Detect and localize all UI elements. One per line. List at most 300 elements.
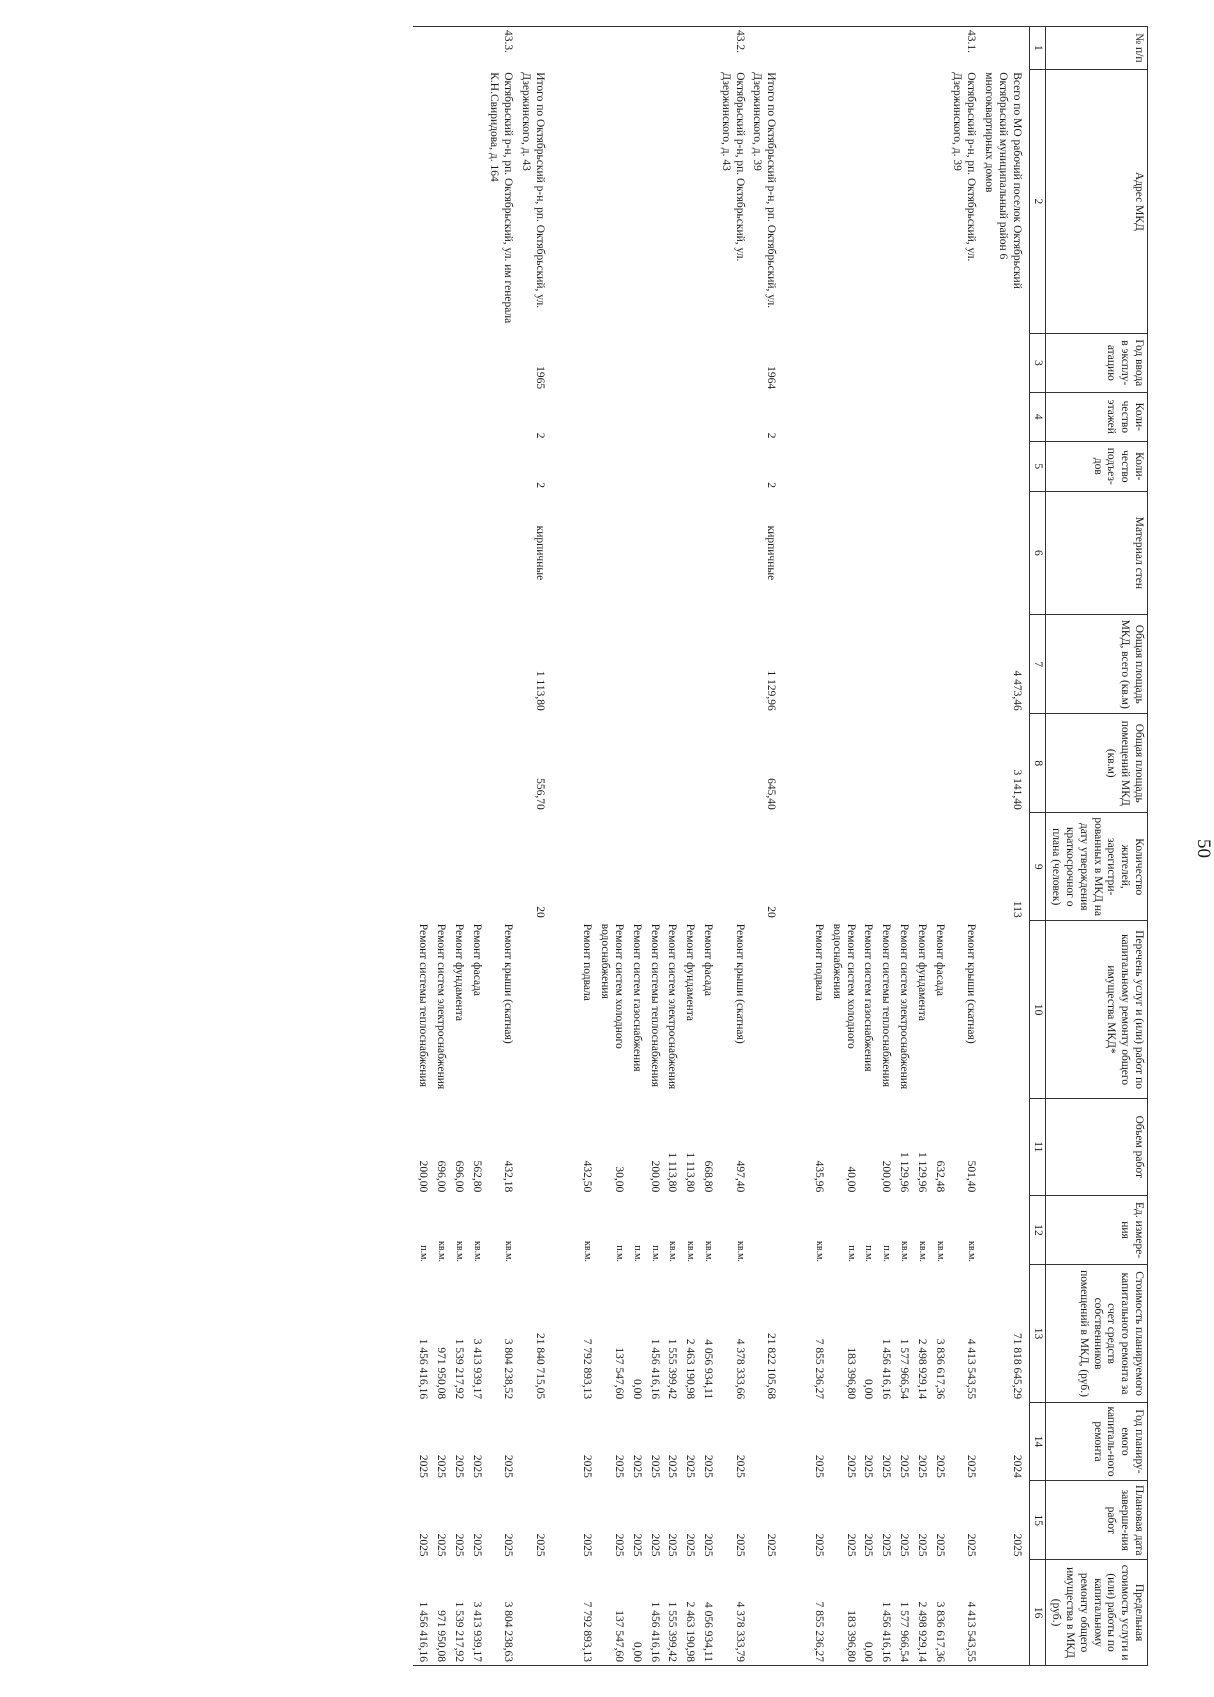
table-cell [827,813,859,921]
page-number: 50 [1193,839,1214,858]
table-cell: 113 [1010,900,1023,918]
table-cell: Ремонт систем холодного водоснабжения [830,923,857,1049]
table-cell [930,69,948,333]
table-cell: 2025 [434,1454,447,1478]
table-cell [627,1098,645,1195]
table-row [431,27,449,1666]
table-cell [552,334,578,392]
table-cell: 2025 [684,1533,697,1557]
column-header: Плановая дата заверше-ния работ [1046,1481,1148,1560]
table-row [413,27,431,1666]
table-cell [876,334,894,392]
table-cell [912,491,930,615]
table-cell [552,1481,578,1560]
table-cell [485,442,517,491]
table-cell [680,392,698,441]
column-header: Перечень услуг и (или) работ по капитальному ремонту общего имущества МКД* [1046,921,1148,1099]
table-cell: 21 822 105,68 [765,1333,778,1400]
table-cell: 4 056 934,11 [702,1339,715,1400]
table-cell [912,813,930,921]
table-cell [645,69,663,333]
column-header: Год ввода в эксплу-атацию [1046,334,1148,392]
table-cell [827,714,859,813]
table-row [596,27,628,1666]
table-cell [979,27,1029,70]
table-cell: 432,18 [502,1160,515,1193]
table-cell [783,714,809,813]
table-cell [449,615,467,714]
table-cell [467,714,485,813]
table-cell [912,392,930,441]
table-cell: 7 855 236,27 [813,1338,826,1400]
table-cell [698,334,716,392]
table-cell [748,27,784,70]
table-cell [783,1195,809,1265]
table-cell: Ремонт систем газоснабжения [862,923,875,1072]
table-cell [912,714,930,813]
table-cell [680,334,698,392]
table-cell [431,714,449,813]
total-row [979,27,1029,1666]
table-row [645,27,663,1666]
table-cell: п.м. [649,1245,661,1262]
table-cell [680,69,698,333]
table-cell [413,334,431,392]
table-cell: 1 577 966,54 [898,1338,911,1400]
table-cell [783,69,809,333]
column-number: 12 [1029,1195,1046,1265]
table-row [716,27,748,1666]
column-number: 1 [1029,27,1046,70]
table-cell: 1 539 217,92 [452,1338,465,1400]
table-cell: 3 836 617,36 [933,1338,946,1400]
table-cell [979,442,1029,491]
table-cell [930,27,948,70]
table-cell: кирпичные [765,525,778,581]
table-cell: 2025 [733,1454,746,1478]
table-cell: 1 129,96 [898,1151,911,1193]
table-row [467,27,485,1666]
table-cell [894,442,912,491]
table-cell: 2025 [862,1533,875,1557]
table-cell [627,813,645,921]
table-cell [431,392,449,441]
table-cell: кв.м. [916,1241,928,1262]
table-cell [809,392,827,441]
table-cell: 2025 [666,1533,679,1557]
table-cell: 4 413 543,55 [948,1560,980,1666]
table-cell: кв.м. [703,1241,715,1262]
table-cell [894,27,912,70]
table-cell [680,615,698,714]
table-cell [859,813,877,921]
column-number: 5 [1029,442,1046,491]
table-cell: кирпичные [533,525,546,581]
table-cell [716,442,748,491]
table-cell [783,1481,809,1560]
table-row [449,27,467,1666]
table-cell [912,69,930,333]
table-cell [413,491,431,615]
table-cell [859,615,877,714]
table-cell: кв.м. [435,1241,447,1262]
table-cell [783,1560,809,1666]
table-cell: 556,70 [533,778,546,810]
table-cell [698,615,716,714]
table-cell: 2025 [765,1533,778,1557]
table-cell: 2025 [613,1533,626,1557]
table-cell: 2025 [965,1533,978,1557]
table-cell: 2025 [880,1454,893,1478]
column-header: Коли-чество подъез-дов [1046,442,1148,491]
table-cell: Октябрьский р-н, рп. Октябрьский, ул. им генерала К.Н.Свиридова, д. 164 [488,72,515,324]
table-cell [552,1560,578,1666]
table-row [859,27,877,1666]
column-header: Предельная стоимость услуги и (или) работы по капитальному ремонту общего имущества в МКД (руб.) [1046,1560,1148,1666]
table-cell [449,442,467,491]
table-cell: 1 456 416,16 [645,1560,663,1666]
table-cell [698,69,716,333]
table-cell [716,813,748,921]
table-cell: Ремонт крыши (скатная) [733,923,746,1044]
table-cell [783,921,809,1099]
table-cell [716,334,748,392]
table-cell [809,334,827,392]
table-cell: 2025 [648,1533,661,1557]
table-cell [596,27,628,70]
table-cell: Ремонт систем электроснабжения [898,923,911,1090]
column-header: Год планиру-емого капиталь-ного ремонта [1046,1402,1148,1481]
table-cell: 2025 [844,1454,857,1478]
table-cell [859,69,877,333]
table-cell: 1 577 966,54 [894,1560,912,1666]
table-cell [663,27,681,70]
table-cell: 137 547,60 [596,1560,628,1666]
table-cell [809,615,827,714]
table-cell [645,392,663,441]
table-cell [449,813,467,921]
table-cell: 3 836 617,36 [930,1560,948,1666]
table-cell: 668,80 [702,1160,715,1193]
table-cell: 183 396,80 [827,1560,859,1666]
table-cell: 200,00 [880,1160,893,1193]
table-cell: 2025 [898,1454,911,1478]
table-cell [485,813,517,921]
table-cell [552,491,578,615]
table-cell: 1 456 416,16 [880,1338,893,1400]
table-cell [578,334,596,392]
table-cell [948,334,980,392]
table-cell [663,615,681,714]
table-cell: 432,50 [581,1160,594,1193]
table-cell: 2025 [844,1533,857,1557]
table-cell: 2 463 190,98 [684,1338,697,1400]
table-cell: 2025 [434,1533,447,1557]
table-cell: кв.м. [471,1241,483,1262]
table-cell [859,491,877,615]
table-cell [552,392,578,441]
table-cell [827,392,859,441]
table-cell [663,813,681,921]
table-cell: 2025 [862,1454,875,1478]
table-cell [930,442,948,491]
table-cell [413,714,431,813]
table-cell [783,615,809,714]
table-cell [876,27,894,70]
table-cell: Ремонт подвала [581,923,594,1001]
table-cell: 200,00 [648,1160,661,1193]
table-cell: 3 413 939,17 [467,1560,485,1666]
table-cell [698,392,716,441]
table-cell [979,1098,1029,1195]
table-cell [485,392,517,441]
table-cell: 43.1. [948,27,980,70]
table-cell [930,813,948,921]
table-cell [413,442,431,491]
column-header: Адрес МКД [1046,69,1148,333]
table-cell [827,442,859,491]
table-cell [809,442,827,491]
table-cell: 4 378 333,66 [733,1338,746,1400]
table-cell: 2 498 929,14 [912,1560,930,1666]
column-number: 9 [1029,813,1046,921]
table-cell [948,392,980,441]
table-cell [596,392,628,441]
table-cell [485,491,517,615]
table-header [1029,27,1147,1666]
table-cell: 2 [765,432,778,439]
table-cell [552,69,578,333]
table-cell: 2025 [933,1533,946,1557]
table-cell: 1 539 217,92 [449,1560,467,1666]
column-number: 7 [1029,615,1046,714]
table-cell [431,69,449,333]
table-cell: Ремонт системы теплоснабжения [648,923,661,1088]
table-cell [413,392,431,441]
table-cell: 562,80 [470,1160,483,1193]
table-cell: 1964 [765,366,778,390]
column-number: 10 [1029,921,1046,1099]
table-cell [467,813,485,921]
table-cell [748,1560,784,1666]
column-number: 13 [1029,1265,1046,1402]
table-cell: 1 456 416,16 [413,1560,431,1666]
table-cell: 1 456 416,16 [417,1338,430,1400]
table-cell: кв.м. [934,1241,946,1262]
table-cell [552,813,578,921]
table-cell [552,1402,578,1481]
table-cell: 40,00 [844,1166,857,1193]
table-row [698,27,716,1666]
table-cell [663,714,681,813]
table-cell [783,392,809,441]
table-cell: 632,48 [933,1160,946,1193]
table-cell [449,491,467,615]
table-cell [552,1195,578,1265]
subtotal-row [748,27,784,1666]
table-cell [467,27,485,70]
table-cell: 0,00 [627,1560,645,1666]
table-cell [894,813,912,921]
table-cell [645,615,663,714]
table-cell: 435,96 [813,1160,826,1193]
table-cell [552,27,578,70]
table-cell: Ремонт фундамента [684,923,697,1021]
table-cell [578,392,596,441]
table-cell [979,392,1029,441]
table-cell: 2025 [581,1454,594,1478]
table-cell: 2025 [684,1454,697,1478]
table-cell: кв.м. [734,1241,746,1262]
table-cell: 497,40 [733,1160,746,1193]
column-header: Общая площадь помещений МКД (кв.м) [1046,714,1148,813]
table-cell: п.м. [881,1245,893,1262]
table-cell: кв.м. [453,1241,465,1262]
table-cell: 2025 [581,1533,594,1557]
table-cell: кв.м. [667,1241,679,1262]
table-cell: Ремонт подвала [813,923,826,1001]
table-cell [809,69,827,333]
table-cell [930,615,948,714]
table-cell [979,1195,1029,1265]
table-cell: Ремонт системы теплоснабжения [880,923,893,1088]
table-cell [449,392,467,441]
table-cell [467,392,485,441]
table-cell [809,813,827,921]
table-cell [912,442,930,491]
table-cell: 2025 [417,1533,430,1557]
table-cell: 137 547,60 [613,1347,626,1400]
table-cell [876,491,894,615]
table-cell: 2 463 190,98 [680,1560,698,1666]
table-cell: 43.2. [716,27,748,70]
table-cell: Ремонт систем холодного водоснабжения [599,923,626,1049]
table-cell: 1 555 399,42 [663,1560,681,1666]
header-row [1046,27,1148,1666]
table-cell: 1965 [533,366,546,390]
table-cell [663,69,681,333]
table-cell [930,714,948,813]
table-cell [783,334,809,392]
table-cell: Октябрьский р-н, рп. Октябрьский, ул. Дзержинского, д. 43 [719,72,746,262]
table-cell [979,1560,1029,1666]
table-cell: 2025 [630,1533,643,1557]
table-cell: 971 950,08 [434,1347,447,1400]
table-cell [516,1560,552,1666]
table-cell [449,69,467,333]
table-cell [894,392,912,441]
table-cell: 183 396,80 [844,1347,857,1400]
table-cell: 2025 [1010,1533,1023,1557]
table-cell [552,442,578,491]
table-cell [809,714,827,813]
table-cell: Ремонт систем газоснабжения [630,923,643,1072]
table-cell: 21 840 715,05 [533,1333,546,1400]
table-cell: 1 129,96 [915,1151,928,1193]
table-cell [516,1195,552,1265]
table-cell [979,921,1029,1099]
table-cell: 1 129,96 [765,670,778,711]
table-cell: кв.м. [582,1241,594,1262]
table-cell [827,27,859,70]
table-cell: 2025 [452,1454,465,1478]
table-cell: п.м. [845,1245,857,1262]
table-cell [783,1098,809,1195]
table-cell [783,813,809,921]
table-cell: 0,00 [859,1560,877,1666]
table-cell: 2025 [702,1533,715,1557]
column-header: Количество жителей, зарегистри-рованных в МКД на дату утверждения краткосрочног о плана (человек) [1046,813,1148,921]
table-cell [467,442,485,491]
table-cell [948,714,980,813]
table-cell [748,1402,784,1481]
table-cell [912,27,930,70]
table-cell: 2025 [648,1454,661,1478]
table-row [578,27,596,1666]
table-cell [859,27,877,70]
table-cell [948,491,980,615]
table-cell: 71 818 645,29 [1010,1333,1023,1400]
table-cell: 2025 [880,1533,893,1557]
column-header: Ед. измере-ния [1046,1195,1148,1265]
table-cell [596,334,628,392]
table-cell: 2025 [733,1533,746,1557]
table-cell [948,813,980,921]
table-cell: 2025 [813,1454,826,1478]
table-cell: 2 [533,432,546,439]
table-cell [663,442,681,491]
table-row [930,27,948,1666]
table-cell [809,491,827,615]
table-cell [827,334,859,392]
table-cell: Ремонт фундамента [915,923,928,1021]
table-cell [467,615,485,714]
table-cell [413,69,431,333]
table-row [627,27,645,1666]
table-cell [827,615,859,714]
table-cell [467,69,485,333]
table-cell [485,334,517,392]
table-cell: 1 456 416,16 [648,1338,661,1400]
column-number: 4 [1029,392,1046,441]
column-number: 14 [1029,1402,1046,1481]
table-cell [680,813,698,921]
table-cell [627,69,645,333]
table-cell: 2025 [666,1454,679,1478]
table-cell [876,442,894,491]
table-cell [578,442,596,491]
table-cell [716,392,748,441]
table-cell: 501,40 [965,1160,978,1193]
table-cell [680,27,698,70]
table-cell: 4 473,46 [1010,670,1023,711]
table-cell: 2025 [417,1454,430,1478]
table-cell [783,1402,809,1481]
table-cell: 43.3. [485,27,517,70]
table-cell [894,491,912,615]
table-cell [431,491,449,615]
table-cell [431,813,449,921]
table-cell [552,1098,578,1195]
table-cell: 4 056 934,11 [698,1560,716,1666]
table-cell: 3 804 238,63 [485,1560,517,1666]
table-cell [449,27,467,70]
table-cell: 2025 [813,1533,826,1557]
table-cell [698,27,716,70]
table-cell: Ремонт крыши (скатная) [965,923,978,1044]
table-cell [552,714,578,813]
table-cell [413,27,431,70]
